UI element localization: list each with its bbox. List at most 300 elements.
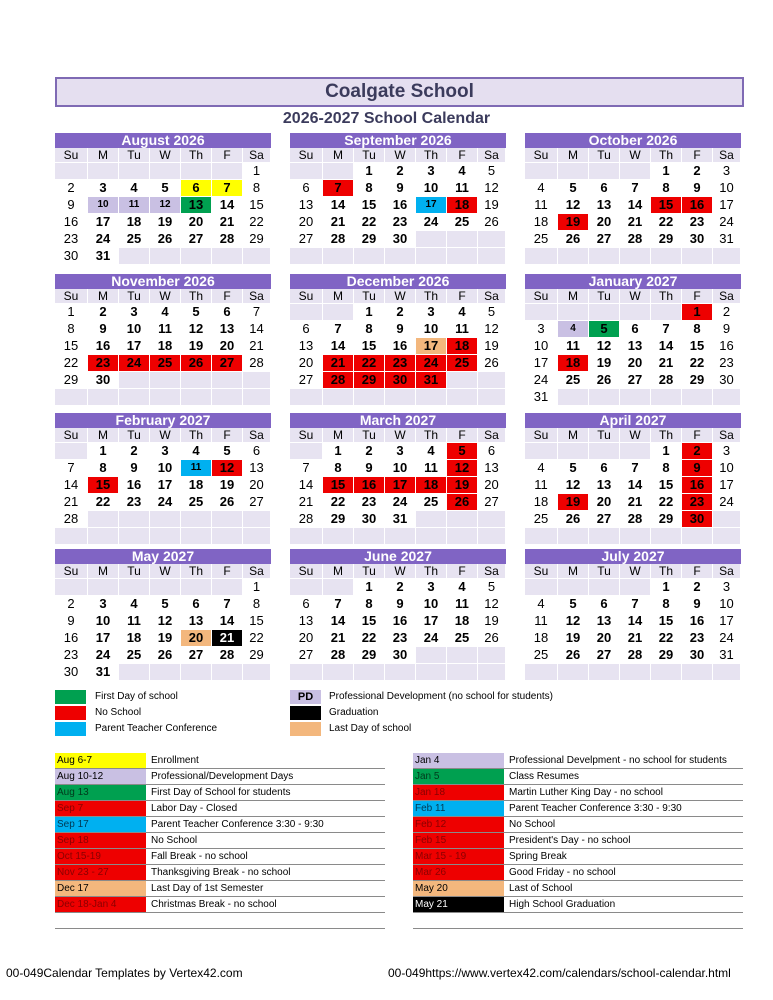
day-cell: 10 bbox=[525, 337, 558, 354]
month-title: February 2027 bbox=[55, 413, 271, 428]
day-cell: 22 bbox=[354, 213, 385, 230]
empty-day-cell bbox=[478, 230, 506, 247]
empty-day-cell bbox=[478, 646, 506, 663]
day-cell: 25 bbox=[119, 646, 150, 663]
legend-last-day-swatch bbox=[290, 722, 321, 736]
month-title: July 2027 bbox=[525, 549, 741, 564]
day-cell: 26 bbox=[558, 230, 589, 247]
day-cell: 27 bbox=[589, 510, 620, 527]
day-cell: 5 bbox=[558, 179, 589, 196]
empty-day-cell bbox=[558, 578, 589, 595]
empty-day-cell bbox=[181, 663, 212, 680]
empty-day-cell bbox=[558, 663, 589, 680]
day-cell: 7 bbox=[620, 459, 651, 476]
weekday-header: Sa bbox=[478, 428, 506, 442]
day-cell: 24 bbox=[416, 629, 447, 646]
empty-day-cell bbox=[88, 527, 119, 544]
day-cell: 28 bbox=[323, 371, 354, 388]
weekday-header: W bbox=[620, 564, 651, 578]
event-description: Martin Luther King Day - no school bbox=[509, 787, 663, 798]
day-cell: 22 bbox=[323, 493, 354, 510]
day-cell: 19 bbox=[558, 629, 589, 646]
empty-day-cell bbox=[385, 527, 416, 544]
weekday-header: Sa bbox=[713, 564, 741, 578]
day-cell: 29 bbox=[651, 510, 682, 527]
event-date: Sep 18 bbox=[55, 833, 146, 848]
day-cell: 4 bbox=[150, 303, 181, 320]
empty-day-cell bbox=[589, 247, 620, 264]
empty-day-cell bbox=[682, 663, 713, 680]
event-row bbox=[413, 881, 743, 897]
day-cell: 17 bbox=[88, 213, 119, 230]
day-cell: 10 bbox=[119, 320, 150, 337]
day-cell: 29 bbox=[354, 371, 385, 388]
empty-day-cell bbox=[525, 527, 558, 544]
event-description: High School Graduation bbox=[509, 899, 616, 910]
empty-day-cell bbox=[55, 578, 88, 595]
day-cell: 14 bbox=[55, 476, 88, 493]
day-cell: 23 bbox=[385, 213, 416, 230]
event-description: Good Friday - no school bbox=[509, 867, 616, 878]
weekday-header: Su bbox=[525, 428, 558, 442]
day-cell: 4 bbox=[447, 578, 478, 595]
day-cell: 12 bbox=[181, 320, 212, 337]
day-cell: 24 bbox=[525, 371, 558, 388]
empty-day-cell bbox=[525, 663, 558, 680]
day-cell: 7 bbox=[212, 595, 243, 612]
event-description: Professional Develpment - no school for students bbox=[509, 755, 727, 766]
day-cell: 22 bbox=[651, 629, 682, 646]
day-cell: 30 bbox=[354, 510, 385, 527]
day-cell: 3 bbox=[713, 162, 741, 179]
day-cell: 2 bbox=[88, 303, 119, 320]
day-cell: 24 bbox=[385, 493, 416, 510]
day-cell: 23 bbox=[88, 354, 119, 371]
day-cell: 23 bbox=[354, 493, 385, 510]
weekday-header: M bbox=[558, 428, 589, 442]
month-title: December 2026 bbox=[290, 274, 506, 289]
weekday-header: Th bbox=[181, 289, 212, 303]
empty-day-cell bbox=[651, 527, 682, 544]
day-cell: 1 bbox=[323, 442, 354, 459]
event-date bbox=[55, 913, 146, 928]
day-cell: 3 bbox=[416, 303, 447, 320]
day-cell: 10 bbox=[416, 320, 447, 337]
weekday-header: Tu bbox=[354, 564, 385, 578]
day-cell: 9 bbox=[55, 612, 88, 629]
day-cell: 1 bbox=[354, 303, 385, 320]
weekday-header: W bbox=[385, 428, 416, 442]
day-cell: 4 bbox=[525, 179, 558, 196]
day-cell: 3 bbox=[119, 303, 150, 320]
day-cell: 12 bbox=[558, 196, 589, 213]
empty-day-cell bbox=[416, 527, 447, 544]
empty-day-cell bbox=[416, 247, 447, 264]
weekday-header: Sa bbox=[713, 148, 741, 162]
day-cell: 27 bbox=[181, 646, 212, 663]
day-cell: 24 bbox=[713, 493, 741, 510]
legend-no-school-label: No School bbox=[95, 707, 142, 718]
events-list-left bbox=[55, 753, 385, 929]
day-cell: 24 bbox=[150, 493, 181, 510]
weekday-header: Tu bbox=[589, 564, 620, 578]
day-cell: 8 bbox=[651, 595, 682, 612]
day-cell: 1 bbox=[682, 303, 713, 320]
day-cell: 2 bbox=[119, 442, 150, 459]
empty-day-cell bbox=[589, 663, 620, 680]
empty-day-cell bbox=[150, 578, 181, 595]
empty-day-cell bbox=[354, 663, 385, 680]
event-description: Fall Break - no school bbox=[151, 851, 248, 862]
weekday-header: F bbox=[212, 148, 243, 162]
event-date: Jan 5 bbox=[413, 769, 504, 784]
empty-day-cell bbox=[212, 371, 243, 388]
event-description: President's Day - no school bbox=[509, 835, 631, 846]
day-cell: 25 bbox=[416, 493, 447, 510]
empty-day-cell bbox=[290, 388, 323, 405]
day-cell: 10 bbox=[713, 459, 741, 476]
weekday-header: Th bbox=[651, 148, 682, 162]
day-cell: 16 bbox=[713, 337, 741, 354]
day-cell: 14 bbox=[323, 196, 354, 213]
empty-day-cell bbox=[651, 663, 682, 680]
month-calendar bbox=[55, 549, 271, 680]
empty-day-cell bbox=[416, 230, 447, 247]
weekday-header: Th bbox=[651, 289, 682, 303]
day-cell: 31 bbox=[385, 510, 416, 527]
empty-day-cell bbox=[323, 303, 354, 320]
weekday-header: F bbox=[682, 289, 713, 303]
empty-day-cell bbox=[589, 303, 620, 320]
day-cell: 30 bbox=[55, 247, 88, 264]
empty-day-cell bbox=[150, 663, 181, 680]
day-cell: 27 bbox=[212, 354, 243, 371]
day-cell: 23 bbox=[682, 493, 713, 510]
day-cell: 6 bbox=[589, 179, 620, 196]
day-cell: 2 bbox=[682, 442, 713, 459]
day-cell: 28 bbox=[55, 510, 88, 527]
day-cell: 26 bbox=[478, 213, 506, 230]
empty-day-cell bbox=[323, 162, 354, 179]
day-cell: 9 bbox=[682, 179, 713, 196]
day-cell: 7 bbox=[290, 459, 323, 476]
weekday-header: W bbox=[150, 564, 181, 578]
day-cell: 15 bbox=[243, 196, 271, 213]
empty-day-cell bbox=[55, 388, 88, 405]
day-cell: 3 bbox=[525, 320, 558, 337]
day-cell: 29 bbox=[55, 371, 88, 388]
empty-day-cell bbox=[243, 527, 271, 544]
weekday-header: M bbox=[88, 148, 119, 162]
weekday-header: F bbox=[447, 289, 478, 303]
day-cell: 17 bbox=[713, 476, 741, 493]
footer-left-text: 00-049Calendar Templates by Vertex42.com bbox=[6, 966, 243, 980]
empty-day-cell bbox=[620, 388, 651, 405]
day-cell: 23 bbox=[55, 646, 88, 663]
day-cell: 18 bbox=[447, 612, 478, 629]
day-cell: 22 bbox=[354, 354, 385, 371]
weekday-header: Th bbox=[181, 564, 212, 578]
event-date: Oct 15-19 bbox=[55, 849, 146, 864]
day-cell: 16 bbox=[354, 476, 385, 493]
month-title: May 2027 bbox=[55, 549, 271, 564]
empty-day-cell bbox=[290, 247, 323, 264]
day-cell: 8 bbox=[354, 179, 385, 196]
weekday-header: W bbox=[150, 289, 181, 303]
weekday-header: Su bbox=[290, 428, 323, 442]
day-cell: 17 bbox=[88, 629, 119, 646]
day-cell: 20 bbox=[290, 629, 323, 646]
weekday-header: Sa bbox=[478, 564, 506, 578]
day-cell: 16 bbox=[55, 629, 88, 646]
month-calendar bbox=[290, 274, 506, 405]
day-cell: 17 bbox=[713, 612, 741, 629]
day-cell: 10 bbox=[713, 179, 741, 196]
day-cell: 29 bbox=[651, 230, 682, 247]
empty-day-cell bbox=[181, 578, 212, 595]
day-cell: 30 bbox=[682, 230, 713, 247]
day-cell: 13 bbox=[620, 337, 651, 354]
event-description: No School bbox=[509, 819, 556, 830]
empty-day-cell bbox=[119, 162, 150, 179]
day-cell: 14 bbox=[620, 196, 651, 213]
month-calendar bbox=[525, 274, 741, 405]
day-cell: 9 bbox=[385, 595, 416, 612]
day-cell: 20 bbox=[212, 337, 243, 354]
empty-day-cell bbox=[55, 527, 88, 544]
day-cell: 27 bbox=[181, 230, 212, 247]
day-cell: 19 bbox=[589, 354, 620, 371]
day-cell: 25 bbox=[525, 510, 558, 527]
day-cell: 26 bbox=[558, 510, 589, 527]
day-cell: 31 bbox=[713, 230, 741, 247]
weekday-header: M bbox=[323, 289, 354, 303]
day-cell: 28 bbox=[651, 371, 682, 388]
weekday-header: F bbox=[682, 428, 713, 442]
day-cell: 16 bbox=[55, 213, 88, 230]
day-cell: 21 bbox=[323, 354, 354, 371]
day-cell: 28 bbox=[212, 230, 243, 247]
day-cell: 18 bbox=[150, 337, 181, 354]
day-cell: 26 bbox=[181, 354, 212, 371]
day-cell: 14 bbox=[290, 476, 323, 493]
empty-day-cell bbox=[323, 663, 354, 680]
day-cell: 25 bbox=[447, 629, 478, 646]
weekday-header: Th bbox=[416, 289, 447, 303]
weekday-header: Th bbox=[416, 148, 447, 162]
event-row bbox=[413, 785, 743, 801]
day-cell: 22 bbox=[55, 354, 88, 371]
day-cell: 20 bbox=[478, 476, 506, 493]
weekday-header: M bbox=[558, 564, 589, 578]
weekday-header: Su bbox=[525, 564, 558, 578]
day-cell: 5 bbox=[181, 303, 212, 320]
day-cell: 11 bbox=[558, 337, 589, 354]
footer-right-text: 00-049https://www.vertex42.com/calendars/school-calendar.html bbox=[388, 966, 731, 980]
day-cell: 25 bbox=[181, 493, 212, 510]
empty-day-cell bbox=[558, 388, 589, 405]
day-cell: 2 bbox=[682, 578, 713, 595]
day-cell: 13 bbox=[181, 196, 212, 213]
empty-day-cell bbox=[323, 578, 354, 595]
legend-graduation-swatch bbox=[290, 706, 321, 720]
event-date bbox=[413, 913, 504, 928]
day-cell: 2 bbox=[385, 578, 416, 595]
day-cell: 20 bbox=[290, 354, 323, 371]
day-cell: 17 bbox=[416, 337, 447, 354]
day-cell: 27 bbox=[243, 493, 271, 510]
day-cell: 7 bbox=[323, 179, 354, 196]
empty-day-cell bbox=[620, 663, 651, 680]
day-cell: 12 bbox=[558, 612, 589, 629]
empty-day-cell bbox=[323, 247, 354, 264]
day-cell: 11 bbox=[150, 320, 181, 337]
empty-day-cell bbox=[212, 162, 243, 179]
day-cell: 22 bbox=[651, 493, 682, 510]
empty-day-cell bbox=[651, 247, 682, 264]
day-cell: 5 bbox=[447, 442, 478, 459]
day-cell: 31 bbox=[416, 371, 447, 388]
day-cell: 23 bbox=[385, 629, 416, 646]
day-cell: 15 bbox=[682, 337, 713, 354]
event-description: Enrollment bbox=[151, 755, 199, 766]
weekday-header: Su bbox=[290, 564, 323, 578]
weekday-header: M bbox=[88, 289, 119, 303]
day-cell: 6 bbox=[478, 442, 506, 459]
day-cell: 11 bbox=[181, 459, 212, 476]
day-cell: 16 bbox=[385, 337, 416, 354]
event-description: Labor Day - Closed bbox=[151, 803, 238, 814]
empty-day-cell bbox=[416, 510, 447, 527]
day-cell: 30 bbox=[385, 371, 416, 388]
day-cell: 29 bbox=[243, 230, 271, 247]
day-cell: 4 bbox=[558, 320, 589, 337]
empty-day-cell bbox=[620, 247, 651, 264]
day-cell: 3 bbox=[150, 442, 181, 459]
day-cell: 11 bbox=[525, 612, 558, 629]
empty-day-cell bbox=[385, 663, 416, 680]
event-date: May 21 bbox=[413, 897, 504, 912]
day-cell: 15 bbox=[651, 196, 682, 213]
month-calendar bbox=[290, 133, 506, 264]
day-cell: 15 bbox=[651, 476, 682, 493]
event-date: Feb 12 bbox=[413, 817, 504, 832]
day-cell: 24 bbox=[416, 354, 447, 371]
month-calendar bbox=[525, 133, 741, 264]
day-cell: 28 bbox=[323, 646, 354, 663]
day-cell: 22 bbox=[682, 354, 713, 371]
event-row bbox=[413, 801, 743, 817]
day-cell: 24 bbox=[119, 354, 150, 371]
day-cell: 16 bbox=[385, 196, 416, 213]
month-calendar bbox=[290, 549, 506, 680]
day-cell: 4 bbox=[525, 459, 558, 476]
day-cell: 19 bbox=[447, 476, 478, 493]
day-cell: 21 bbox=[290, 493, 323, 510]
day-cell: 6 bbox=[212, 303, 243, 320]
day-cell: 21 bbox=[323, 629, 354, 646]
day-cell: 28 bbox=[620, 510, 651, 527]
day-cell: 14 bbox=[323, 612, 354, 629]
weekday-header: Tu bbox=[589, 428, 620, 442]
empty-day-cell bbox=[88, 162, 119, 179]
month-grid bbox=[525, 428, 741, 544]
day-cell: 20 bbox=[290, 213, 323, 230]
day-cell: 30 bbox=[385, 230, 416, 247]
day-cell: 7 bbox=[323, 320, 354, 337]
day-cell: 3 bbox=[88, 595, 119, 612]
weekday-header: Tu bbox=[354, 289, 385, 303]
day-cell: 11 bbox=[119, 196, 150, 213]
weekday-header: Su bbox=[525, 289, 558, 303]
day-cell: 17 bbox=[416, 196, 447, 213]
day-cell: 26 bbox=[558, 646, 589, 663]
day-cell: 22 bbox=[243, 213, 271, 230]
event-row bbox=[55, 881, 385, 897]
empty-day-cell bbox=[558, 442, 589, 459]
day-cell: 13 bbox=[478, 459, 506, 476]
weekday-header: Tu bbox=[589, 289, 620, 303]
day-cell: 21 bbox=[212, 629, 243, 646]
day-cell: 26 bbox=[589, 371, 620, 388]
day-cell: 17 bbox=[385, 476, 416, 493]
day-cell: 15 bbox=[651, 612, 682, 629]
day-cell: 24 bbox=[88, 646, 119, 663]
weekday-header: Th bbox=[651, 564, 682, 578]
empty-day-cell bbox=[181, 527, 212, 544]
day-cell: 8 bbox=[682, 320, 713, 337]
day-cell: 12 bbox=[150, 196, 181, 213]
day-cell: 12 bbox=[558, 476, 589, 493]
legend-first-day-swatch bbox=[55, 690, 86, 704]
day-cell: 15 bbox=[354, 612, 385, 629]
day-cell: 4 bbox=[447, 303, 478, 320]
day-cell: 16 bbox=[385, 612, 416, 629]
day-cell: 17 bbox=[150, 476, 181, 493]
empty-day-cell bbox=[181, 371, 212, 388]
weekday-header: Sa bbox=[243, 428, 271, 442]
empty-day-cell bbox=[525, 442, 558, 459]
day-cell: 22 bbox=[88, 493, 119, 510]
empty-day-cell bbox=[651, 388, 682, 405]
day-cell: 12 bbox=[478, 179, 506, 196]
month-grid bbox=[55, 148, 271, 264]
empty-day-cell bbox=[150, 162, 181, 179]
day-cell: 5 bbox=[558, 595, 589, 612]
event-date: Jan 4 bbox=[413, 753, 504, 768]
empty-day-cell bbox=[447, 663, 478, 680]
weekday-header: Su bbox=[55, 428, 88, 442]
legend-first-day-label: First Day of school bbox=[95, 691, 178, 702]
day-cell: 27 bbox=[589, 646, 620, 663]
day-cell: 19 bbox=[150, 629, 181, 646]
day-cell: 19 bbox=[212, 476, 243, 493]
empty-day-cell bbox=[447, 388, 478, 405]
day-cell: 1 bbox=[243, 162, 271, 179]
month-title: April 2027 bbox=[525, 413, 741, 428]
day-cell: 9 bbox=[385, 179, 416, 196]
weekday-header: Tu bbox=[354, 428, 385, 442]
day-cell: 23 bbox=[119, 493, 150, 510]
day-cell: 1 bbox=[243, 578, 271, 595]
empty-day-cell bbox=[589, 578, 620, 595]
empty-day-cell bbox=[682, 388, 713, 405]
empty-day-cell bbox=[119, 247, 150, 264]
day-cell: 19 bbox=[478, 337, 506, 354]
day-cell: 27 bbox=[290, 230, 323, 247]
day-cell: 1 bbox=[88, 442, 119, 459]
event-date: May 20 bbox=[413, 881, 504, 896]
